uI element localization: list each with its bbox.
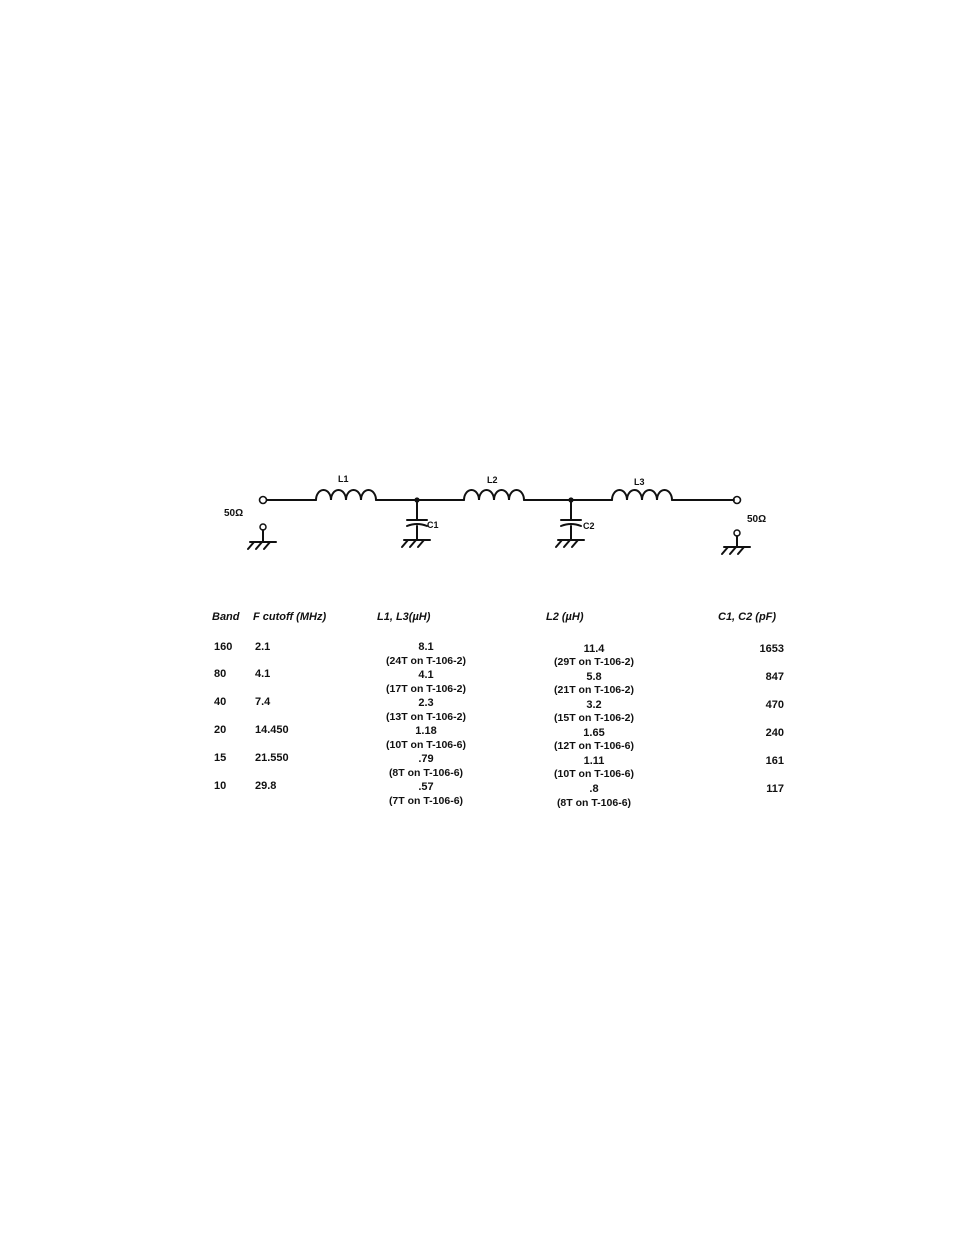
label-l3: L3 [634, 477, 645, 487]
label-c1: C1 [427, 520, 439, 530]
cell-l1-l3-winding: (10T on T-106-6) [386, 739, 466, 751]
cell-l1-l3-value: .79 [418, 753, 434, 765]
cell-l1-l3-winding: (24T on T-106-2) [386, 655, 466, 667]
capacitor-c2 [561, 500, 581, 540]
cell-l1-l3-winding: (8T on T-106-6) [388, 767, 464, 779]
header-l2: L2 (µH) [546, 611, 584, 623]
cell-l2-winding: (8T on T-106-6) [556, 797, 632, 809]
cell-fcutoff: 21.550 [255, 752, 289, 764]
cell-l2-winding: (29T on T-106-2) [554, 656, 634, 668]
cell-l2-winding: (12T on T-106-6) [554, 740, 634, 752]
cell-capacitance: 847 [765, 671, 784, 683]
cell-l2-winding: (15T on T-106-2) [554, 712, 634, 724]
header-l1-l3: L1, L3(µH) [377, 611, 431, 623]
cell-l1-l3-value: 2.3 [418, 697, 434, 709]
cell-l2-value: 1.65 [583, 727, 605, 739]
cell-band: 15 [214, 752, 227, 764]
cell-l1-l3-winding: (7T on T-106-6) [388, 795, 464, 807]
cell-fcutoff: 29.8 [255, 780, 277, 792]
cell-band: 40 [214, 696, 227, 708]
input-impedance-label: 50Ω [224, 508, 244, 519]
cell-fcutoff: 4.1 [255, 668, 271, 680]
cell-fcutoff: 14.450 [255, 724, 289, 736]
ground-icon [556, 540, 584, 547]
cell-l2-value: 3.2 [586, 699, 602, 711]
cell-capacitance: 470 [765, 699, 784, 711]
cell-l1-l3-value: 4.1 [418, 669, 434, 681]
cell-l2-value: 5.8 [586, 671, 602, 683]
cell-l2-value: .8 [589, 783, 599, 795]
input-terminal [260, 497, 267, 504]
cell-band: 160 [214, 641, 233, 653]
ground-icon [248, 524, 276, 549]
cell-l1-l3-value: .57 [418, 781, 434, 793]
header-c1-c2: C1, C2 (pF) [718, 611, 777, 623]
capacitor-c1 [407, 500, 427, 540]
cell-l2-winding: (21T on T-106-2) [554, 684, 634, 696]
cell-l2-value: 11.4 [583, 643, 605, 655]
label-c2: C2 [583, 521, 595, 531]
cell-band: 80 [214, 668, 227, 680]
cell-l2-value: 1.11 [583, 755, 605, 767]
cell-fcutoff: 7.4 [255, 696, 271, 708]
cell-band: 20 [214, 724, 227, 736]
pi-filter-schematic [210, 460, 790, 570]
output-impedance-label: 50Ω [747, 514, 767, 525]
ground-icon [722, 530, 750, 554]
header-fcutoff: F cutoff (MHz) [253, 611, 327, 623]
cell-l2-winding: (10T on T-106-6) [554, 768, 634, 780]
cell-capacitance: 240 [765, 727, 784, 739]
cell-fcutoff: 2.1 [255, 641, 271, 653]
cell-capacitance: 1653 [759, 643, 784, 655]
cell-capacitance: 161 [765, 755, 784, 767]
cell-l1-l3-winding: (17T on T-106-2) [386, 683, 466, 695]
cell-l1-l3-value: 1.18 [415, 725, 437, 737]
inductor-l3 [612, 490, 672, 500]
ground-icon [402, 540, 430, 547]
junction-dot [568, 497, 573, 502]
label-l2: L2 [487, 475, 498, 485]
inductor-l1 [316, 490, 376, 500]
inductor-l2 [464, 490, 524, 500]
cell-l1-l3-winding: (13T on T-106-2) [386, 711, 466, 723]
header-band: Band [212, 611, 240, 623]
cell-band: 10 [214, 780, 227, 792]
label-l1: L1 [338, 474, 349, 484]
cell-capacitance: 117 [766, 783, 784, 795]
junction-dot [414, 497, 419, 502]
cell-l1-l3-value: 8.1 [418, 641, 434, 653]
